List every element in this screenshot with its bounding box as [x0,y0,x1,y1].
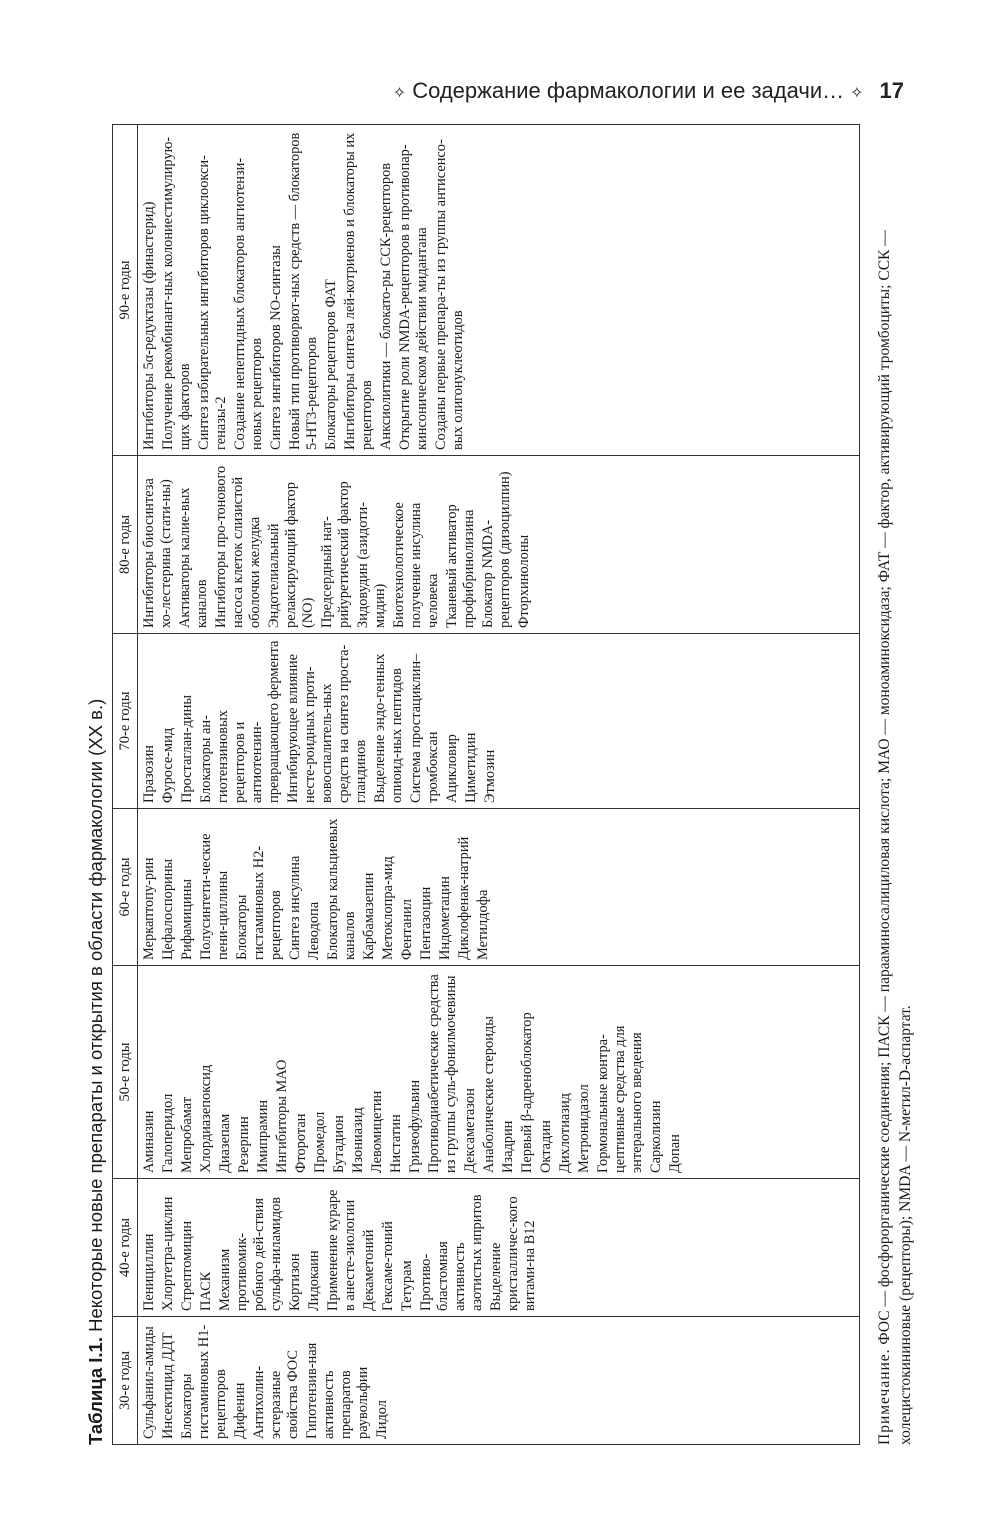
list-item: Получение рекомбинант-ных колониестимулирую-щих факторов [160,136,193,450]
list-item: Гормональные контра-цептивные средства для энтерального введения [595,1025,645,1173]
list-item: Тетурам [399,1260,415,1311]
list-item: Пентазоцин [418,886,434,960]
table-row [138,125,860,1445]
list-item: Ингибиторы 5α-редуктазы (финастерид) [141,201,157,450]
list-item: Синтез избирательных ингибиторов циклоокси-геназы-2 [196,155,229,450]
diamond-icon: ✧ [392,85,407,102]
list-item: Блокаторы гистаминовых Н1-рецепторов [179,1324,229,1439]
list-item: Изадрин [500,1120,516,1173]
list-item: Ингибиторы МАО [274,1059,290,1173]
list-item: Предсердный нат-рийуретический фактор [319,481,352,628]
list-item: Система простациклин–тромбоксан [408,653,441,803]
column-cell [138,125,860,456]
list-item: Простаглан-дины [179,694,195,803]
list-item: Инсектицид ДДТ [160,1332,176,1439]
list-item: Противодиабетические средства из группы суль-фонилмочевины [426,974,459,1173]
list-item: Ацикловир [444,734,460,803]
list-item: Лидол [374,1400,390,1439]
running-header [387,78,904,104]
list-item: Блокаторы кальциевых каналов [325,818,358,960]
list-item: Празозин [141,745,157,803]
column-cell [138,456,860,634]
list-item: Выделение эндо-генных опиоид-ных пептидов [372,653,405,803]
list-item: Фторхинолоны [516,534,532,628]
list-item: Блокатор NMDA-рецепторов (дизоцилпин) [480,471,513,628]
column-header: 60-е годы [113,809,138,966]
column-header: 30-е годы [113,1317,138,1445]
column-header: 90-е годы [113,125,138,456]
column-cell [138,1179,860,1317]
list-item: Пенициллин [141,1233,157,1311]
list-item: Цефалоспорины [160,858,176,960]
diamond-icon: ✧ [850,85,864,102]
list-item: Выделение кристалличес-кого витами-на B12 [488,1196,538,1311]
list-item: Синтез ингибиторов NO-синтазы [268,245,284,450]
table-note [874,130,916,1445]
list-item: Противо-бластомная активность азотистых ипритов [418,1194,485,1311]
list-item: Меркаптопу-рин [141,857,157,960]
list-item: Стрептомицин [179,1220,195,1311]
table-caption-label: Таблица I.1. [85,1337,106,1445]
list-item: Индометацин [437,876,453,960]
list-item: Аминазин [141,1110,157,1173]
list-item: Новый тип противорвот-ных средств — блокаторов 5-НТ3-рецепторов [287,132,320,450]
list-item: Мепробамат [179,1096,195,1173]
list-item: Диклофенак-натрий [456,836,472,960]
column-header: 50-е годы [113,966,138,1179]
list-item: Гризеофульвин [407,1079,423,1173]
list-item: Хлортетра-циклин [160,1196,176,1311]
list-item: Бутадион [331,1115,347,1173]
list-item: Ингибирующее влияние несте-роидных проти-вовоспалитель-ных средств на синтез проста-гландинов [285,644,369,803]
column-cell [138,966,860,1179]
list-item: Рифамицины [179,879,195,960]
list-item: Фуросе-мид [160,727,176,803]
list-item: Антихолин-эстеразные свойства ФОС [251,1350,301,1439]
list-item: Фторотан [293,1113,309,1173]
list-item: Изониазид [350,1107,366,1173]
list-item: Хлордиазепоксид [198,1064,214,1173]
table-caption [80,125,112,1445]
header-title: Содержание фармакологии и ее задачи… [412,78,845,103]
list-item: Первый β-адреноблокатор [519,1012,535,1173]
list-item: Октадин [538,1120,554,1173]
list-item: Кортизон [287,1253,303,1311]
column-header: 80-е годы [113,456,138,634]
list-item: Дихлотиазид [557,1093,573,1173]
list-item: Биотехнологическое получение инсулина человека [391,502,441,628]
note-text: ФОС — фосфорорганические соединения; ПАСК — парааминосалициловая кислота; МАО — моноаминоксидаза; ФАТ — фактор, активирующий тромбоциты; ССК — холецистокининовые (рецепторы); NMDA — N-метил-D-аспартат. [876,230,914,1445]
list-item: Декаметоний [361,1229,377,1311]
list-item: Фентанил [399,899,415,960]
list-item: Анксиолитики — блокато-ры ССК-рецепторов [378,162,394,450]
page-number: 17 [879,78,904,103]
list-item: Карбамазепин [361,872,377,960]
list-item: Лидокаин [306,1250,322,1311]
list-item: Этмозин [482,749,498,803]
list-item: Тканевый активатор профибринолизина [444,504,477,628]
list-item: Левомицетин [369,1090,385,1173]
list-item: Допан [667,1134,683,1173]
list-item: Дифенин [232,1382,248,1439]
list-item: Промедол [312,1111,328,1173]
list-item: Блокаторы гистаминовых Н2-рецепторов [234,845,284,960]
list-item: Ингибиторы про-тонового насоса клеток слизистой оболочки желудка [213,465,263,628]
list-item: ПАСК [198,1271,214,1311]
list-item: Метронидазол [576,1084,592,1173]
list-item: Синтез инсулина [287,855,303,960]
list-item: Создание непептидных блокаторов ангиотензи-новых рецепторов [232,157,265,450]
rotated-table-block [80,125,914,1445]
list-item: Циметидин [463,732,479,803]
note-label: Примечание. [876,1348,893,1445]
column-cell [138,634,860,809]
list-item: Леводопа [306,901,322,960]
list-item: Открытие роли NMDA-рецепторов в противопар-кинсоническом действии мидантана [397,144,430,450]
list-item: Метилдофа [475,889,491,960]
list-item: Эндотелиальный релаксирующий фактор (NO) [266,482,316,628]
list-item: Активаторы калие-вых каналов [177,487,210,628]
list-item: Применение кураре в анесте-зиологии [325,1189,358,1311]
column-cell [138,809,860,966]
list-item: Нистатин [388,1114,404,1173]
list-item: Метоклопра-мид [380,856,396,960]
list-item: Диазепам [217,1113,233,1173]
list-item: Дексаметазон [462,1088,478,1173]
list-item: Механизм противомик-робного дей-ствия сульфа-ниламидов [217,1196,284,1311]
list-item: Блокаторы ан-гиотензиновых рецепторов и антиотензин-превращающего фермента [198,640,282,803]
column-cell [138,1317,860,1445]
list-item: Полусинтети-ческие пени-циллины [198,833,231,960]
list-item: Гипотензив-ная активность препаратов раувольфии [304,1342,371,1439]
column-header: 40-е годы [113,1179,138,1317]
list-item: Галоперидол [160,1093,176,1173]
table-caption-text: Некоторые новые препараты и открытия в области фармакологии (XX в.) [85,698,106,1332]
column-header: 70-е годы [113,634,138,809]
list-item: Ингибиторы биосинтеза хо-лестерина (стати-ны) [141,478,174,628]
list-item: Сарколизин [648,1100,664,1173]
table-header-row [113,125,138,1445]
list-item: Имипрамин [255,1100,271,1173]
discoveries-table [112,124,860,1445]
list-item: Анаболические стероиды [481,1016,497,1173]
list-item: Зидовудин (азидоти-мидин) [355,501,388,628]
list-item: Резерпин [236,1116,252,1173]
list-item: Ингибиторы синтеза лей-котриенов и блокаторы их рецепторов [342,132,375,450]
list-item: Сульфанил-амиды [141,1326,157,1439]
list-item: Гексаме-тоний [380,1221,396,1311]
list-item: Созданы первые препара-ты из группы антисенсо-вых олигонуклеотидов [433,139,466,450]
list-item: Блокаторы рецепторов ФАТ [323,279,339,450]
